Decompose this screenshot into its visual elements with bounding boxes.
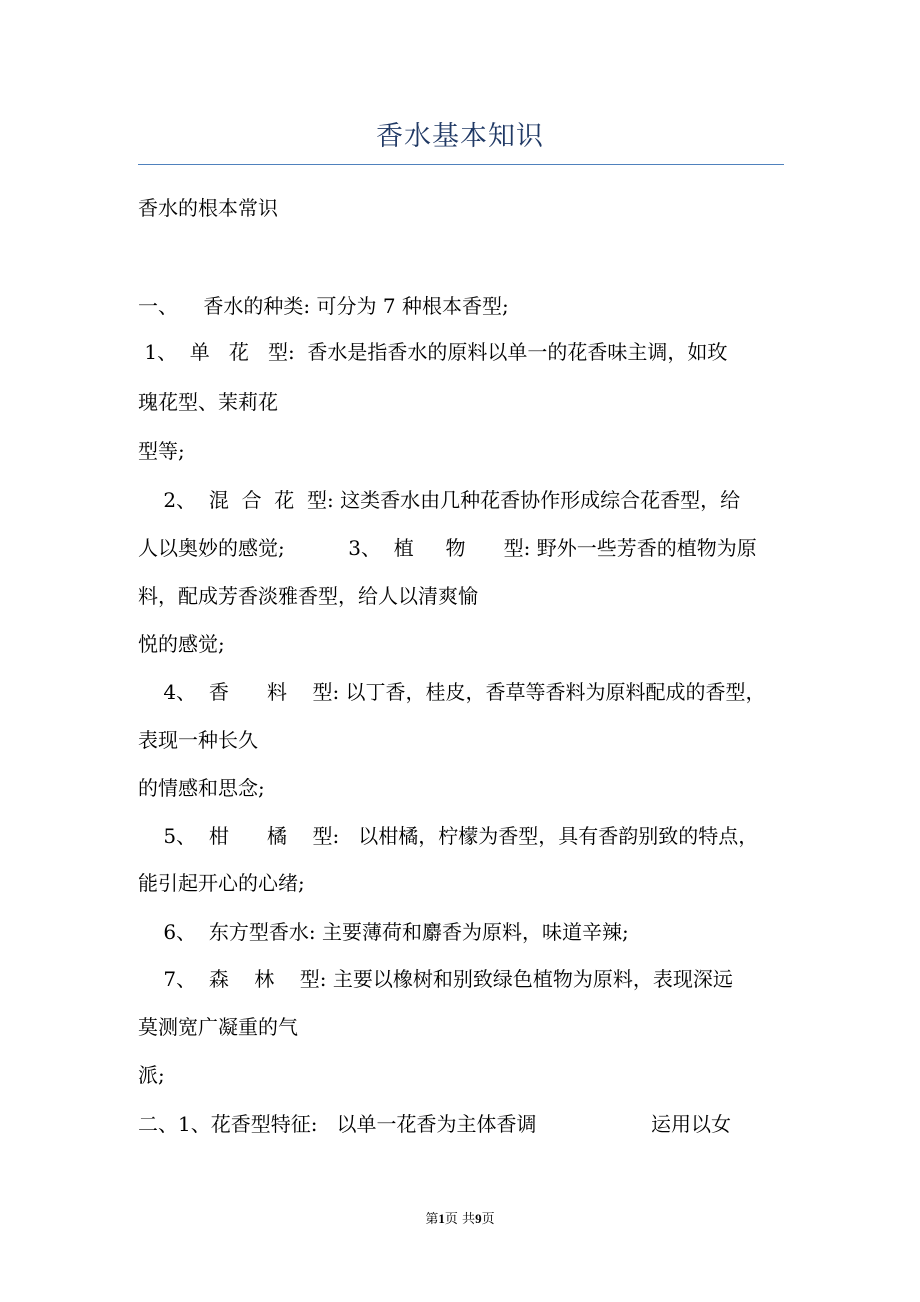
body-line: 悦的感觉; — [138, 632, 225, 656]
body-line: 二、1、花香型特征: 以单一花香为主体香调 运用以女 — [138, 1112, 731, 1136]
footer-prefix: 第 — [425, 1212, 439, 1227]
body-line: 能引起开心的心绪; — [138, 871, 305, 895]
body-line: 6、 东方型香水: 主要薄荷和麝香为原料，味道辛辣; — [138, 920, 629, 944]
body-line: 5、 柑 橘 型: 以柑橘，柠檬为香型，具有香韵别致的特点， — [138, 824, 759, 848]
document-title: 香水基本知识 — [376, 121, 544, 152]
body-line: 型等; — [138, 439, 185, 463]
footer-mid: 页 共 — [444, 1212, 476, 1227]
body-line: 人以奥妙的感觉; 3、 植 物 型: 野外一些芳香的植物为原 — [138, 536, 757, 560]
footer-suffix: 页 — [481, 1212, 495, 1227]
body-line: 4、 香 料 型: 以丁香，桂皮，香草等香料为原料配成的香型， — [138, 680, 766, 704]
body-line: 表现一种长久 — [138, 728, 258, 752]
body-line: 瑰花型、茉莉花 — [138, 390, 278, 414]
page-footer — [0, 1208, 920, 1227]
body-line: 香水的根本常识 — [138, 196, 278, 220]
body-line: 一、 香水的种类: 可分为 7 种根本香型; — [138, 294, 509, 318]
body-line: 7、 森 林 型: 主要以橡树和别致绿色植物为原料，表现深远 — [138, 967, 733, 991]
body-line: 的情感和思念; — [138, 776, 265, 800]
title-underline — [138, 164, 784, 165]
body-line: 料，配成芳香淡雅香型，给人以清爽愉 — [138, 584, 478, 608]
body-line: 派; — [138, 1063, 165, 1087]
body-line: 莫测宽广凝重的气 — [138, 1015, 298, 1039]
footer-page-number: 1 — [438, 1211, 445, 1226]
body-line: 2、 混 合 花 型: 这类香水由几种花香协作形成综合花香型，给 — [138, 488, 741, 512]
footer-total-pages: 9 — [475, 1211, 482, 1226]
body-line: 1、 单 花 型: 香水是指香水的原料以单一的花香味主调，如玫 — [138, 340, 728, 364]
